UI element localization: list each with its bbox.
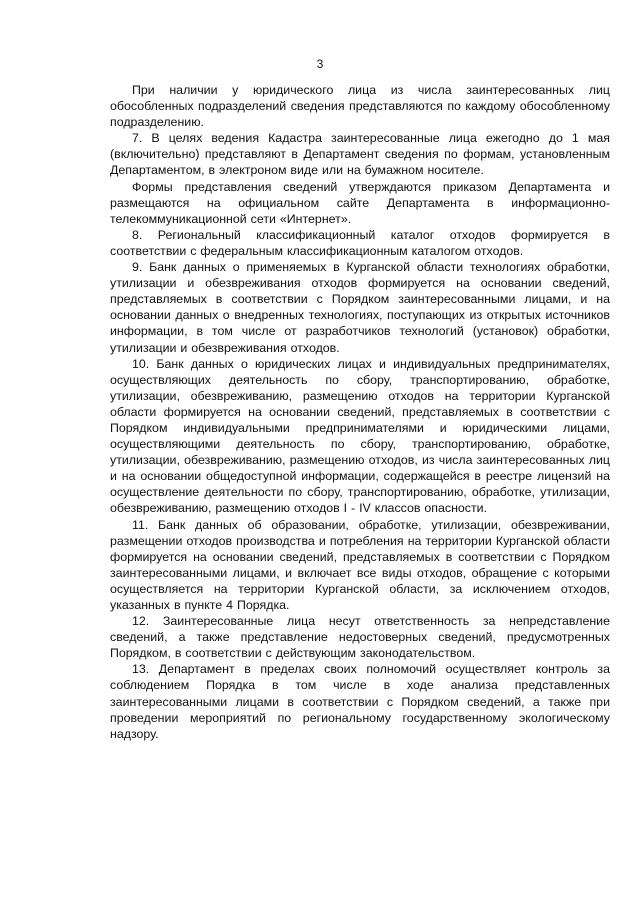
paragraph-separate-units: При наличии у юридического лица из числа заинтересованных лиц обособленных подразделений сведения представляются по каждому обособленному подразделению. [110,83,610,130]
paragraph-8-regional-catalog: 8. Региональный классификационный каталог отходов формируется в соответствии с федеральным классификационным каталогом отходов. [110,227,610,258]
paragraph-9-technology-databank: 9. Банк данных о применяемых в Курганской области технологиях обработки, утилизации и обезвреживания отходов формируется на основании сведений, представляемых в соответствии с Порядком заинтересованными лицами, и на основании данных о внедренных технологиях, поступающих из открытых источников информации, в том числе от разработчиков технологий (установок) обработки, утилизации и обезвреживания отходов. [110,260,610,355]
paragraph-12-responsibility: 12. Заинтересованные лица несут ответственность за непредставление сведений, а также представление недостоверных сведений, предусмотренных Порядком, в соответствии с действующим законодательством. [110,614,610,661]
paragraph-reporting-forms: Формы представления сведений утверждаются приказом Департамента и размещаются на официальном сайте Департамента в информационно-телекоммуникационной сети «Интернет». [110,179,610,226]
paragraph-13-department-control: 13. Департамент в пределах своих полномочий осуществляет контроль за соблюдением Порядка в том числе в ходе анализа представленных заинтересованными лицами в соответствии с Порядком сведений, а также при проведении мероприятий по региональному государственному экологическому надзору. [110,662,610,741]
page-number: 3 [316,57,324,71]
paragraph-7-cadastre-reporting: 7. В целях ведения Кадастра заинтересованные лица ежегодно до 1 мая (включительно) представляют в Департамент сведения по формам, установленным Департаментом, в электроном виде или на бумажном носителе. [110,131,610,178]
document-body [110,82,610,742]
paragraph-10-operators-databank: 10. Банк данных о юридических лицах и индивидуальных предпринимателях, осуществляющих деятельность по сбору, транспортированию, обработке, утилизации, обезвреживанию, размещению отходов на территории Курганской области формируется на основании сведений, представляемых в соответствии с Порядком индивидуальными предпринимателями и юридическими лицами, осуществляющими деятельность по сбору, транспортированию, обработке, утилизации, обезвреживанию, размещению отходов, из числа заинтересованных лиц и на основании общедоступной информации, содержащейся в реестре лицензий на осуществление деятельности по сбору, транспортированию, обработке, утилизации, обезвреживанию, размещению отходов I - IV классов опасности. [110,356,610,516]
paragraph-11-waste-databank: 11. Банк данных об образовании, обработке, утилизации, обезвреживании, размещении отходов производства и потребления на территории Курганской области формируется на основании сведений, представляемых в соответствии с Порядком заинтересованными лицами, и включает все виды отходов, обращение с которыми осуществляется на территории Курганской области, за исключением отходов, указанных в пункте 4 Порядка. [110,517,610,612]
